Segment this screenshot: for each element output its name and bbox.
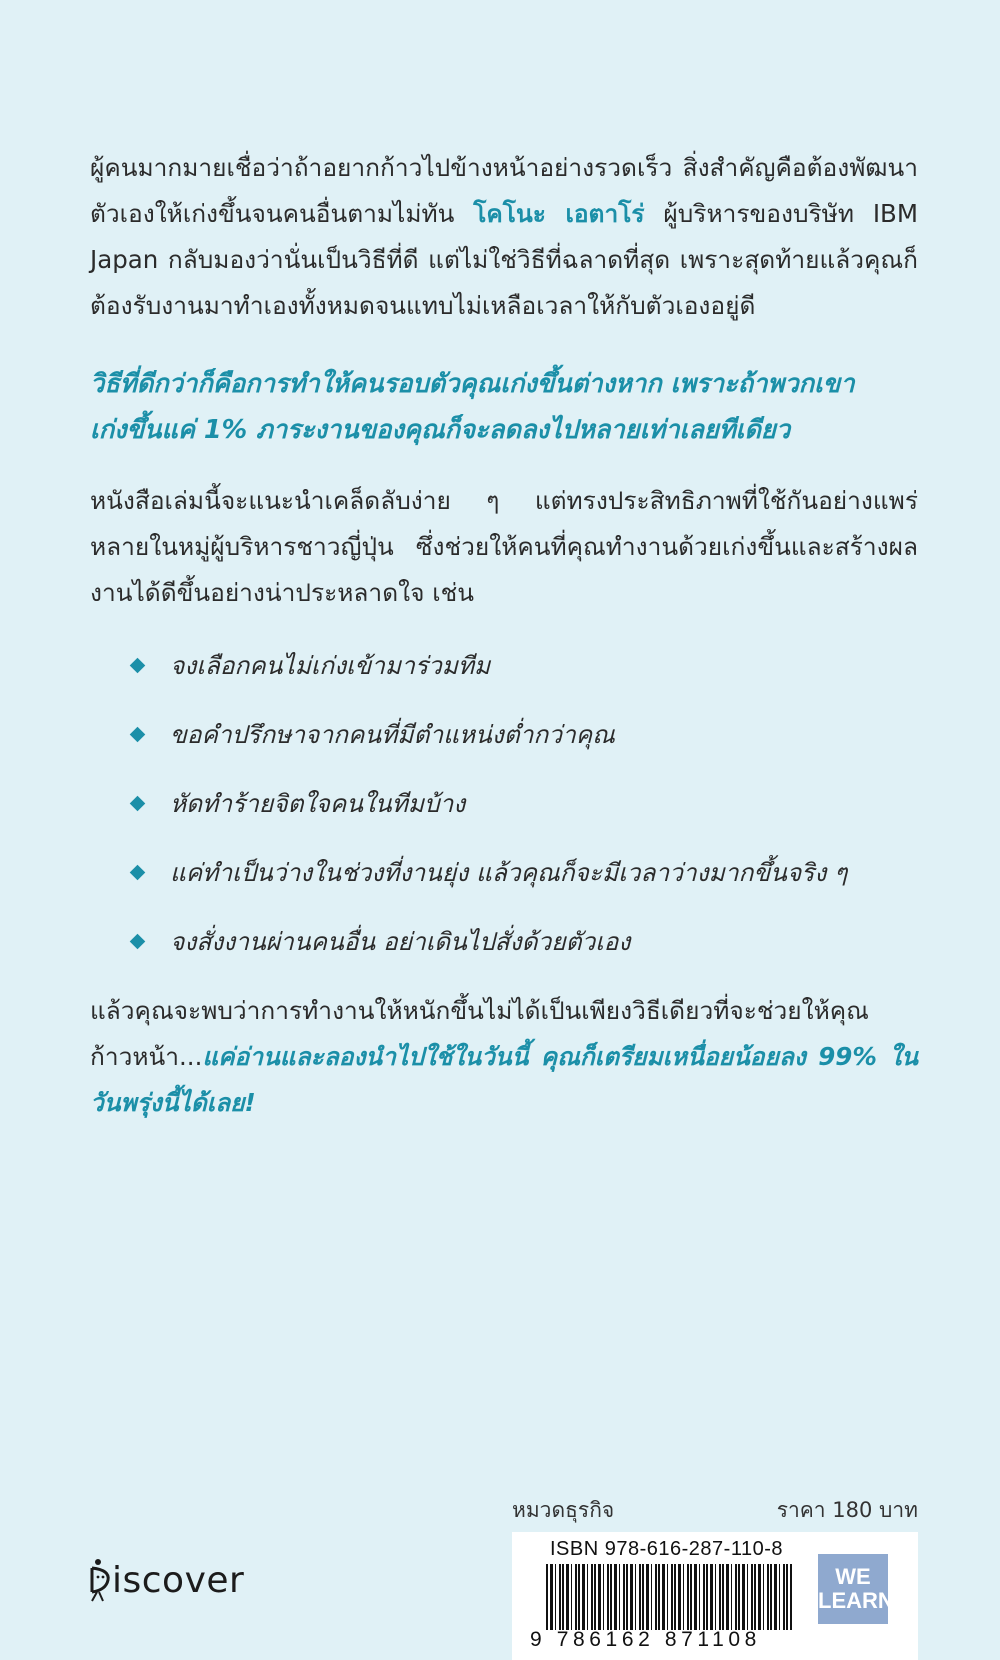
intro-text-b: ผู้บริหารของบริษัท IBM Japan กลับมองว่านั่นเป็นวิธีที่ดี แต่ไม่ใช่วิธีที่ฉลาดที่สุด เพราะสุดท้ายแล้วคุณก็ต้องรับงานมาทำเองทั้งหมดจนแทบไม่เหลือเวลาให้กับตัวเองอยู่ดี: [90, 199, 918, 320]
discover-logo: [90, 1558, 244, 1602]
publisher-name: iscover: [112, 1560, 245, 1601]
barcode-panel: [512, 1532, 918, 1660]
list-item: จงสั่งงานผ่านคนอื่น อย่าเดินไปสั่งด้วยตัวเอง: [130, 919, 847, 988]
we-learn-line-1: WE: [835, 1564, 871, 1589]
barcode-icon: [546, 1564, 792, 1630]
closing-highlight: แค่อ่านและลองนำไปใช้ในวันนี้ คุณก็เตรียมเหนื่อยน้อยลง 99% ในวันพรุ่งนี้ได้เลย!: [90, 1042, 918, 1117]
barcode-digits: 9 786162 871108: [530, 1628, 761, 1651]
highlight-line-2: เก่งขึ้นแค่ 1% ภาระงานของคุณก็จะลดลงไปหลายเท่าเลยทีเดียว: [90, 415, 791, 445]
intro-paragraph: [90, 145, 918, 329]
diamond-bullet-icon: [130, 727, 146, 743]
price-label: ราคา 180 บาท: [776, 1498, 918, 1522]
stick-figure-icon: [90, 1558, 112, 1602]
diamond-bullet-icon: [130, 796, 146, 812]
closing-text-a: แล้วคุณจะพบว่าการทำงานให้หนักขึ้นไม่ได้เป็นเพียงวิธีเดียวที่จะช่วยให้คุณก้าวหน้า...: [90, 996, 869, 1071]
tips-list: [130, 643, 847, 988]
description-paragraph: หนังสือเล่มนี้จะแนะนำเคล็ดลับง่าย ๆ แต่ทรงประสิทธิภาพที่ใช้กันอย่างแพร่หลายในหมู่ผู้บริหารชาวญี่ปุ่น ซึ่งช่วยให้คนที่คุณทำงานด้วยเก่งขึ้นและสร้างผลงานได้ดีขึ้นอย่างน่าประหลาดใจ เช่น: [90, 486, 918, 607]
intro-text-a: ผู้คนมากมายเชื่อว่าถ้าอยากก้าวไปข้างหน้าอย่างรวดเร็ว สิ่งสำคัญคือต้องพัฒนาตัวเองให้เก่งขึ้นจนคนอื่นตามไม่ทัน: [90, 153, 918, 228]
list-item: หัดทำร้ายจิตใจคนในทีมบ้าง: [130, 781, 847, 850]
list-item: จงเลือกคนไม่เก่งเข้ามาร่วมทีม: [130, 643, 847, 712]
isbn-number: ISBN 978-616-287-110-8: [550, 1538, 783, 1560]
category-label: หมวดธุรกิจ: [512, 1498, 615, 1522]
author-name: โคโนะ เอตาโร่: [473, 199, 645, 228]
diamond-bullet-icon: [130, 865, 146, 881]
list-item: แค่ทำเป็นว่างในช่วงที่งานยุ่ง แล้วคุณก็จะมีเวลาว่างมากขึ้นจริง ๆ: [130, 850, 847, 919]
we-learn-line-2: LEARN: [818, 1588, 894, 1613]
diamond-bullet-icon: [130, 934, 146, 950]
diamond-bullet-icon: [130, 658, 146, 674]
list-item: ขอคำปรึกษาจากคนที่มีตำแหน่งต่ำกว่าคุณ: [130, 712, 847, 781]
closing-paragraph: [90, 988, 918, 1126]
highlight-quote: [90, 361, 918, 453]
highlight-line-1: วิธีที่ดีกว่าก็คือการทำให้คนรอบตัวคุณเก่งขึ้นต่างหาก เพราะถ้าพวกเขา: [90, 369, 855, 399]
we-learn-logo: [818, 1554, 894, 1624]
